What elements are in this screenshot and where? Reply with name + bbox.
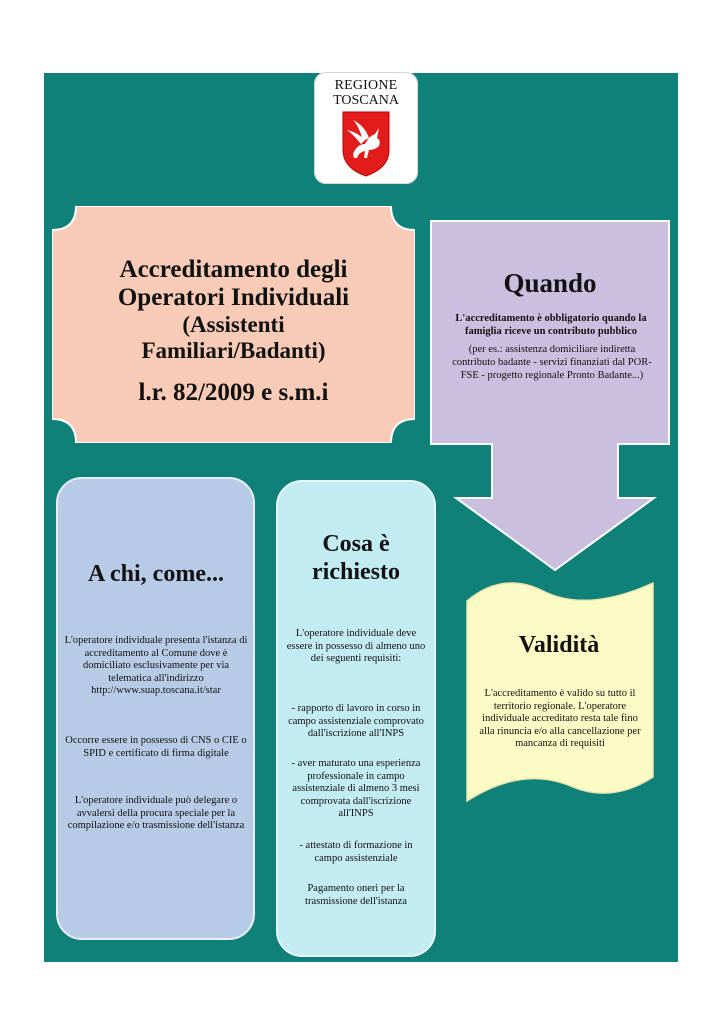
- title-line1: Accreditamento degli: [119, 256, 348, 283]
- logo-line1: REGIONE: [334, 78, 398, 93]
- quando-bold-text: L'accreditamento è obbligatorio quando la famiglia riceve un contributo pubblico: [455, 313, 647, 337]
- law-reference: l.r. 82/2009 e s.m.i: [138, 379, 329, 406]
- cosa-paragraph-1: L'operatore individuale deve essere in possesso di almeno uno dei seguenti requisiti:: [286, 628, 426, 664]
- main-title: [52, 256, 415, 406]
- validita-text: L'accreditamento è valido su tutto il territorio regionale. L'operatore individuale accreditato resta tale fino alla rinuncia e/o alla cancellazione per mancanza di requisiti: [479, 688, 641, 749]
- cosa-requirement-2: - aver maturato una esperienza professionale in campo assistenziale di almeno 3 mesi comprovata dall'iscrizione all'INPS: [291, 758, 421, 819]
- cosa-heading: [280, 530, 432, 586]
- quando-heading: Quando: [503, 268, 597, 298]
- title-line2: Operatori Individuali: [117, 284, 350, 311]
- cosa-payment: Pagamento oneri per la trasmissione dell'istanza: [305, 883, 407, 907]
- a-chi-heading: A chi, come...: [88, 561, 224, 587]
- a-chi-paragraph-1: L'operatore individuale presenta l'istanza di accreditamento al Comune dove è domiciliato esclusivamente per via telematica all'indirizzo http://www.suap.toscana.it/star: [64, 635, 248, 696]
- a-chi-paragraph-2: Occorre essere in possesso di CNS o CIE o SPID e certificato di firma digitale: [65, 735, 247, 759]
- a-chi-paragraph-3: L'operatore individuale può delegare o avvalersi della procura speciale per la compilazione e/o trasmissione dell'istanza: [67, 795, 245, 831]
- cosa-heading-line2: richiesto: [312, 559, 400, 585]
- a-chi-card: [56, 477, 255, 940]
- cosa-requirement-3: - attestato di formazione in campo assistenziale: [299, 840, 413, 864]
- title-line3: (Assistenti: [182, 312, 285, 337]
- validita-heading: Validità: [518, 632, 600, 658]
- quando-sub-text: (per es.: assistenza domiciliare indiretta contributo badante - servizi finanziati dal POR-FSE - progetto regionale Pronto Badante...): [452, 344, 652, 381]
- cosa-heading-line1: Cosa è: [322, 531, 390, 557]
- regione-toscana-logo: [314, 72, 418, 184]
- pegasus-crest-icon: [339, 110, 393, 178]
- cosa-requirement-1: - rapporto di lavoro in corso in campo assistenziale comprovato dall'iscrizione all'INPS: [288, 703, 424, 739]
- title-line4: Familiari/Badanti): [141, 338, 326, 363]
- logo-line2: TOSCANA: [333, 93, 399, 108]
